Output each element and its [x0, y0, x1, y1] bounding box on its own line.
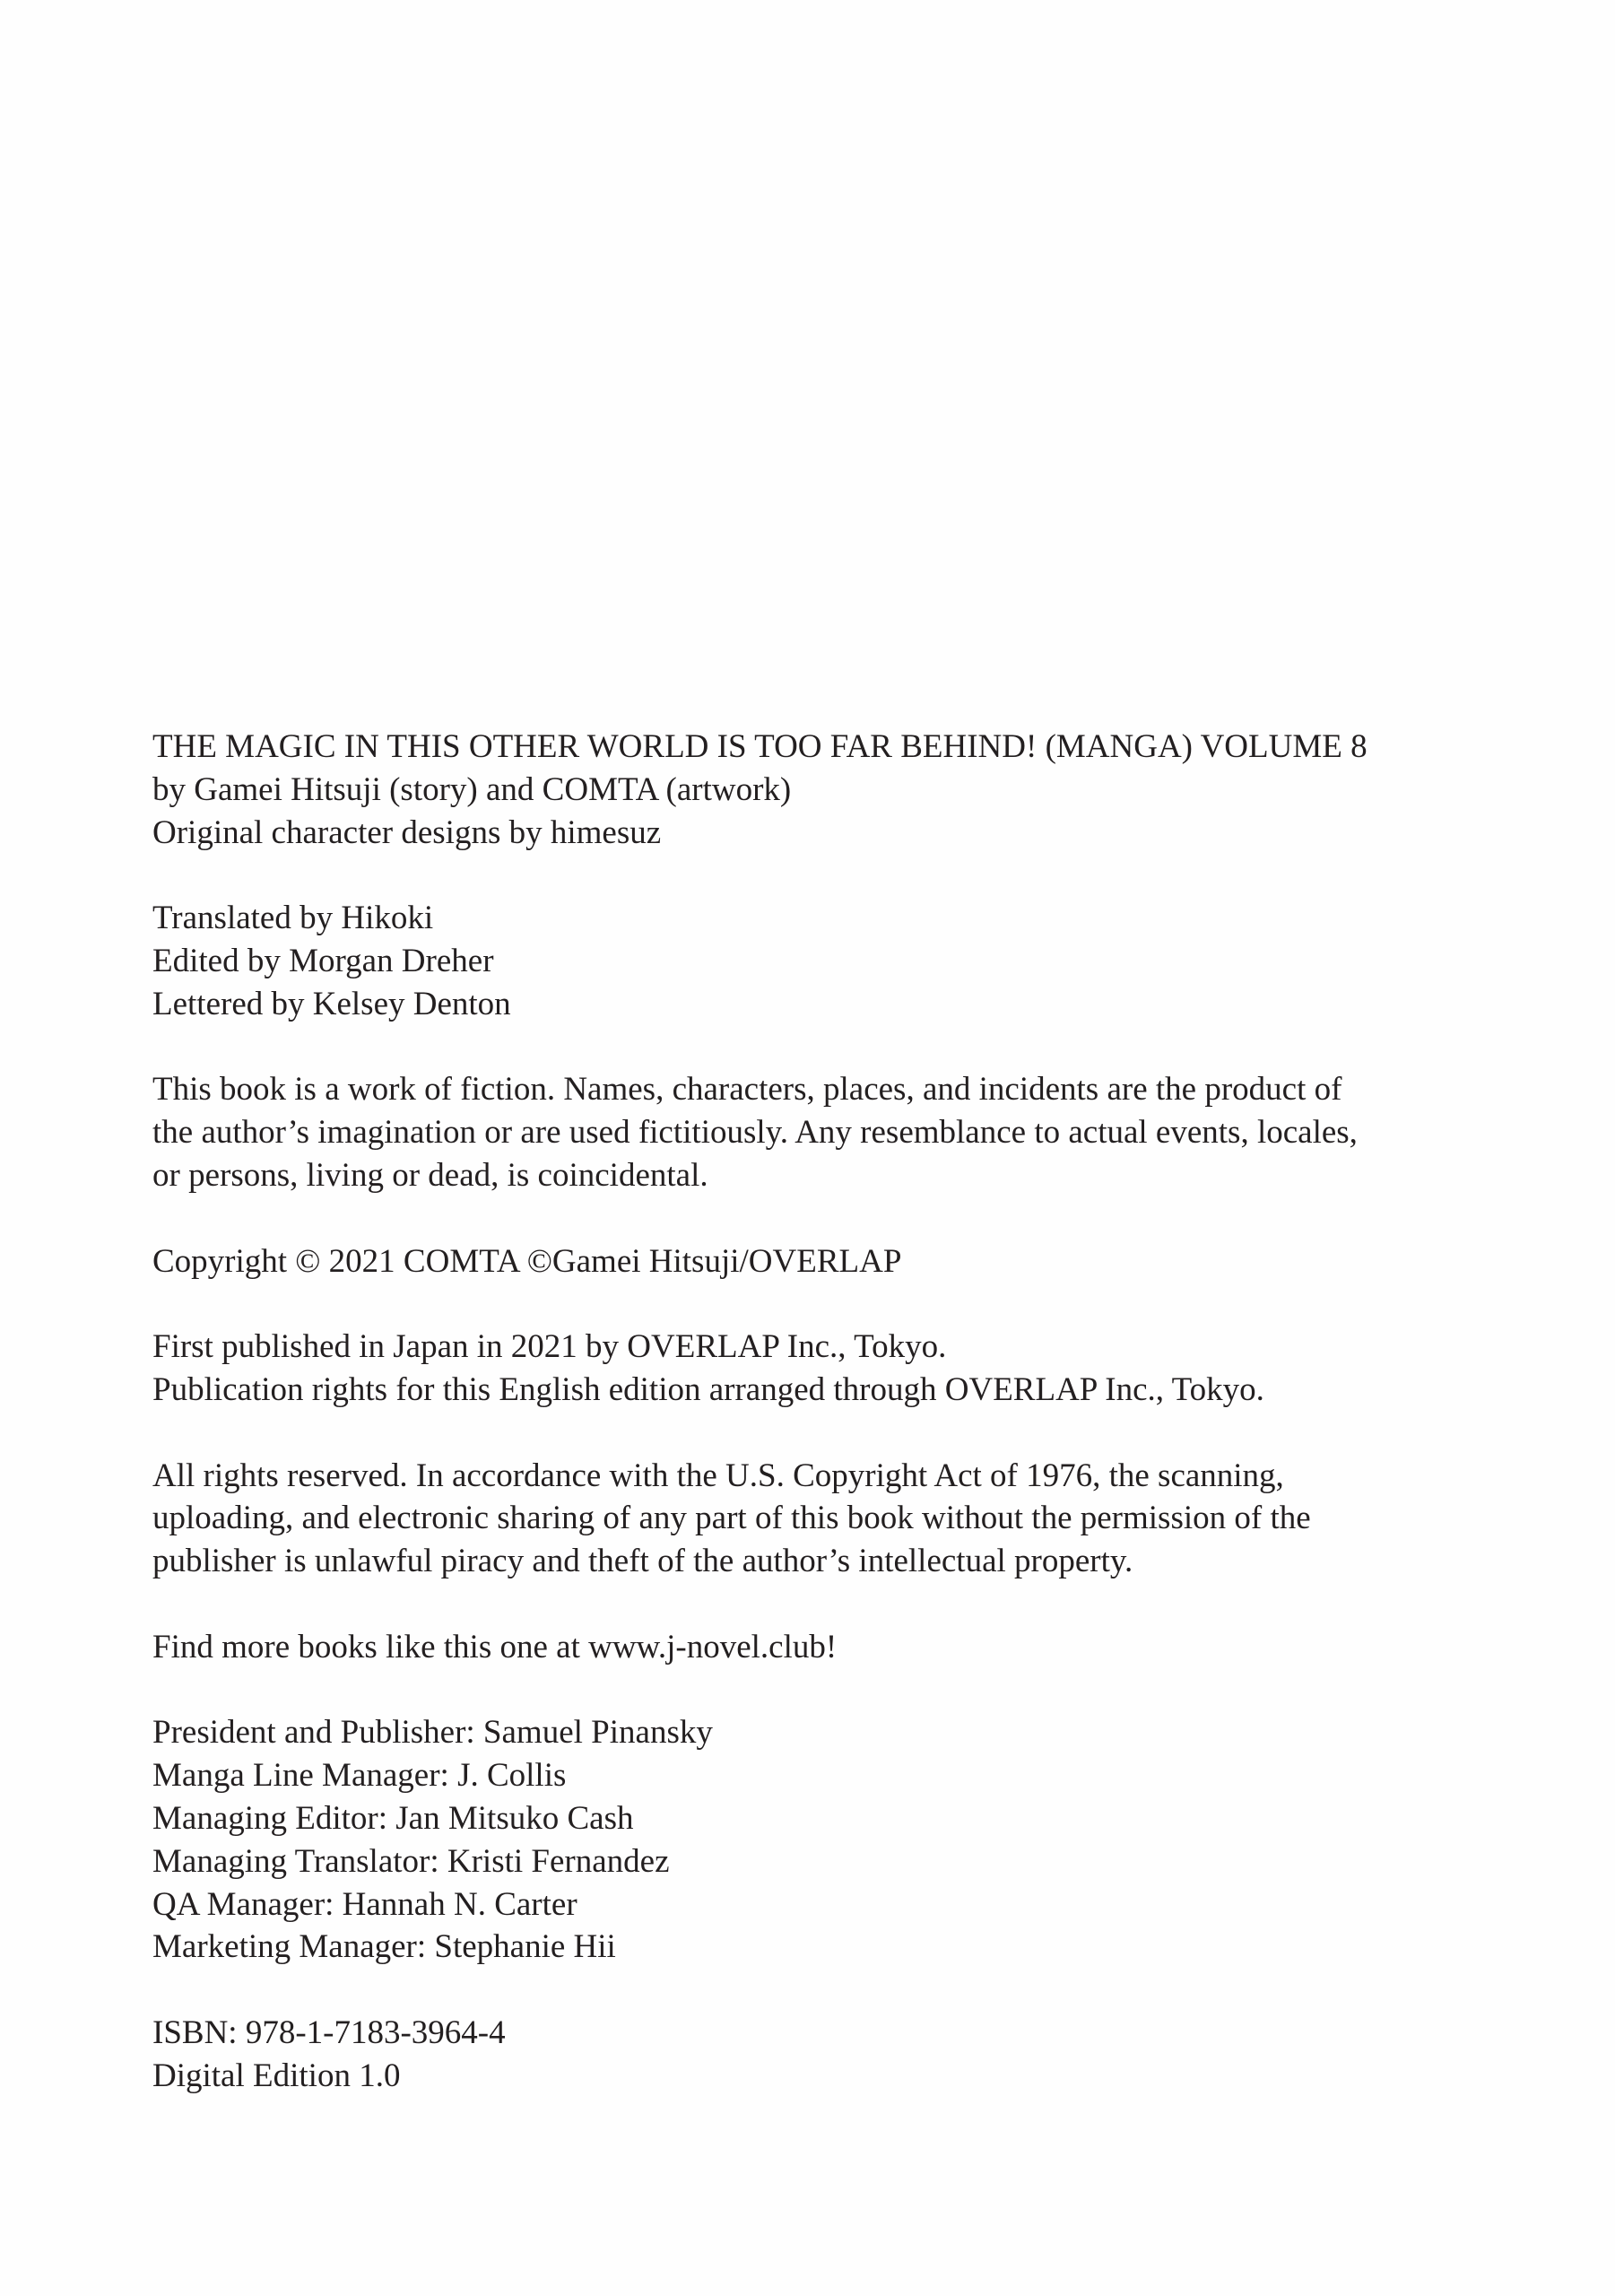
text-line: Edited by Morgan Dreher: [152, 942, 494, 979]
copyright-page: [152, 726, 1498, 2140]
publication-info: [152, 1326, 1498, 1412]
text-line: President and Publisher: Samuel Pinansky: [152, 1714, 713, 1752]
text-line: the author’s imagination or are used fictitiously. Any resemblance to actual events, locales,: [152, 1114, 1358, 1152]
fiction-disclaimer: [152, 1068, 1498, 1196]
text-line: Copyright © 2021 COMTA ©Gamei Hitsuji/OVERLAP: [152, 1242, 902, 1280]
website-note: [152, 1626, 1498, 1669]
text-line: THE MAGIC IN THIS OTHER WORLD IS TOO FAR BEHIND! (MANGA) VOLUME 8: [152, 728, 1368, 765]
copyright-notice: [152, 1240, 1498, 1283]
translation-credits: [152, 897, 1498, 1025]
rights-reserved: [152, 1455, 1498, 1583]
text-line: uploading, and electronic sharing of any part of this book without the permission of the: [152, 1500, 1311, 1537]
text-line: or persons, living or dead, is coincidental.: [152, 1156, 708, 1194]
text-line: All rights reserved. In accordance with the U.S. Copyright Act of 1976, the scanning,: [152, 1457, 1284, 1494]
staff-credits: [152, 1711, 1498, 1969]
text-line: Publication rights for this English edition arranged through OVERLAP Inc., Tokyo.: [152, 1370, 1264, 1408]
text-line: Digital Edition 1.0: [152, 2057, 401, 2094]
isbn-edition: [152, 2012, 1498, 2098]
text-line: Translated by Hikoki: [152, 900, 434, 937]
text-line: ISBN: 978-1-7183-3964-4: [152, 2013, 506, 2051]
text-line: Manga Line Manager: J. Collis: [152, 1757, 567, 1795]
text-line: Managing Translator: Kristi Fernandez: [152, 1842, 670, 1880]
text-line: Original character designs by himesuz: [152, 813, 662, 851]
text-line: Managing Editor: Jan Mitsuko Cash: [152, 1799, 634, 1837]
text-line: Marketing Manager: Stephanie Hii: [152, 1928, 616, 1966]
text-line: First published in Japan in 2021 by OVERLAP Inc., Tokyo.: [152, 1328, 947, 1366]
title-credits: [152, 726, 1498, 854]
text-line: Find more books like this one at www.j-novel.club!: [152, 1628, 838, 1665]
text-line: QA Manager: Hannah N. Carter: [152, 1885, 577, 1923]
text-line: This book is a work of fiction. Names, characters, places, and incidents are the product of: [152, 1071, 1342, 1109]
text-line: Lettered by Kelsey Denton: [152, 985, 511, 1022]
text-line: publisher is unlawful piracy and theft of the author’s intellectual property.: [152, 1543, 1133, 1580]
text-line: by Gamei Hitsuji (story) and COMTA (artwork): [152, 770, 792, 808]
